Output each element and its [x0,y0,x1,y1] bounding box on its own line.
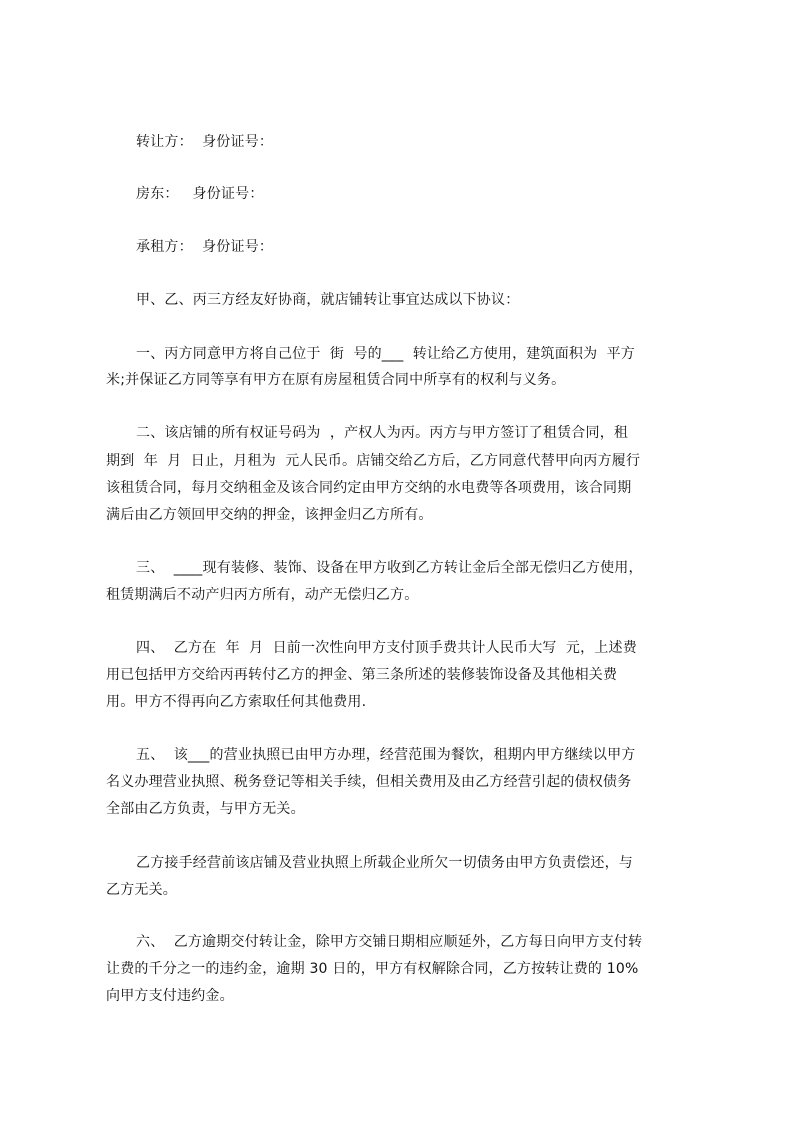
clause-line: 向甲方支付违约金。 [106,988,234,1004]
clause-line: 名义办理营业执照、税务登记等相关手续，但相关费用及由乙方经营引起的债权债务 [106,774,632,790]
clause-line: 全部由乙方负责，与甲方无关。 [106,801,305,817]
clause-line: 一、丙方同意甲方将自己位于 街 号的___ 转让给乙方使用，建筑面积为 平方 [136,346,635,362]
clause-line: 四、 乙方在 年 月 日前一次性向甲方支付顶手费共计人民币大写 元，上述费 [136,640,637,656]
clause-line: 期到 年 月 日止，月租为 元人民币。店铺交给乙方后，乙方同意代替甲向丙方履行 [106,453,641,469]
clause-line: 该租赁合同，每月交纳租金及该合同约定由甲方交纳的水电费等各项费用，该合同期 [106,480,632,496]
clause-line: 满后由乙方领回甲交纳的押金，该押金归乙方所有。 [106,507,433,523]
lessee-line: 承租方： 身份证号： [136,239,274,255]
clause-line: 用已包括甲方交给丙再转付乙方的押金、第三条所述的装修装饰设备及其他相关费 [106,667,618,683]
clause-line: 米;并保证乙方同等享有甲方在原有房屋租赁合同中所享有的权利与义务。 [106,372,566,388]
clause-line: 乙方接手经营前该店铺及营业执照上所载企业所欠一切债务由甲方负责偿还，与 [136,855,633,871]
clause-line: 三、 ____现有装修、装饰、设备在甲方收到乙方转让金后全部无偿归乙方使用， [136,560,643,576]
clause-line: 让费的千分之一的违约金，逾期 30 日的，甲方有权解除合同，乙方按转让费的 10% [106,961,639,977]
clause-line: 五、 该___的营业执照已由甲方办理，经营范围为餐饮，租期内甲方继续以甲方 [136,747,636,763]
transferor-line: 转让方： 身份证号： [136,134,274,150]
clause-line: 六、 乙方逾期交付转让金，除甲方交铺日期相应顺延外，乙方每日向甲方支付转 [136,934,643,950]
clause-line: 租赁期满后不动产归丙方所有，动产无偿归乙方。 [106,587,419,603]
clause-line: 用。甲方不得再向乙方索取任何其他费用. [106,694,367,710]
intro-paragraph: 甲、乙、丙三方经友好协商，就店铺转让事宜达成以下协议： [136,292,520,308]
landlord-line: 房东： 身份证号： [136,186,264,202]
clause-line: 二、该店铺的所有权证号码为 ，产权人为丙。丙方与甲方签订了租赁合同，租 [136,425,629,441]
clause-line: 乙方无关。 [106,882,177,898]
